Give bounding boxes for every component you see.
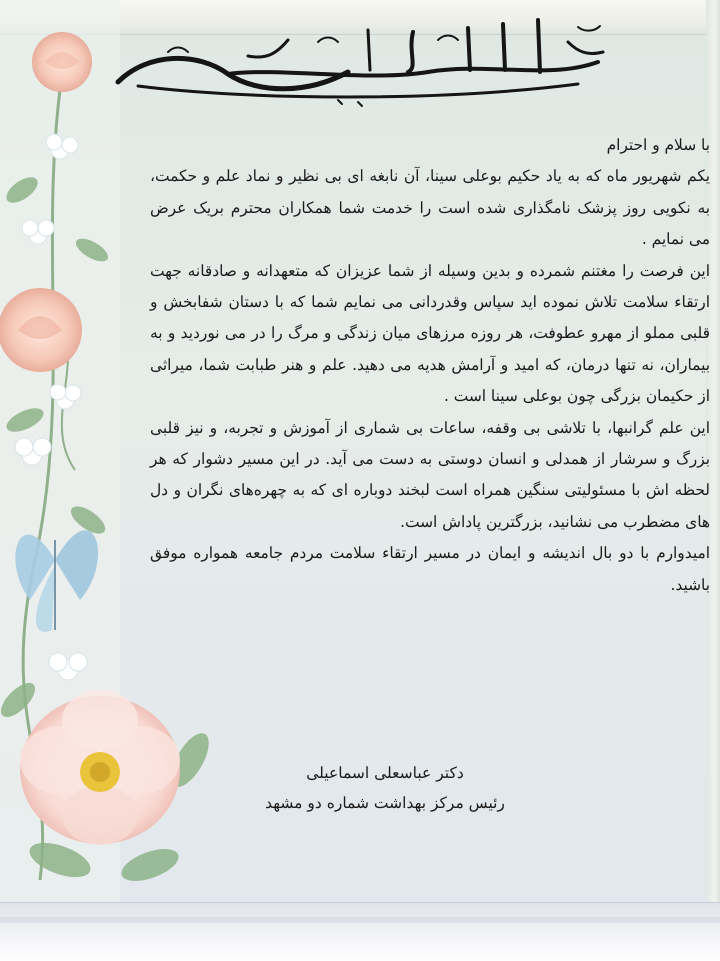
signature-block — [250, 758, 520, 848]
greeting: با سلام و احترام — [606, 136, 710, 154]
bismillah-calligraphy — [108, 12, 618, 108]
paragraph: این علم گرانبها، با تلاشی بی وقفه، ساعات بی شماری از آموزش و تجربه، و نیز قلبی بزرگ و سرشار از همدلی و انسان دوستی به دست می آید. در این مسیر دشوار که هر لحظه اش با مسئولیتی سنگین همراه است لبخند دوباره ای که به چهره‌های نگران و دل های مضطرب می نشانید، بزرگترین پاداش است. — [150, 418, 710, 531]
pink-rose-icon — [0, 288, 82, 372]
pink-rose-icon — [32, 32, 92, 92]
paragraph: یکم شهریور ماه که به یاد حکیم بوعلی سینا، آن نابغه ای بی نظیر و نماد علم و حکمت، به نکویی روز پزشک نامگذاری شده است را خدمت شما همکاران محترم بریک عرض می نمایم . — [150, 167, 710, 249]
signer-title: رئیس مرکز بهداشت شماره دو مشهد — [265, 794, 505, 812]
letter-body — [150, 130, 710, 680]
paragraph: امیدوارم با دو بال اندیشه و ایمان در مسیر ارتقاء سلامت مردم جامعه همواره موفق باشید. — [150, 544, 710, 594]
bottom-border — [0, 902, 720, 961]
paragraph: این فرصت را مغتنم شمرده و بدین وسیله از شما عزیزان که متعهدانه و صادقانه جهت ارتقاء سلامت تلاش نموده اید سپاس وقدردانی می نمایم شما که با دستان شفابخش و قلبی مملو از مهرو عطوفت، هر روزه مرزهای میان زندگی و مرگ را در می نوردید و به بیماران، نه تنها درمان، که امید و آرامش هدیه می دهید. علم و هنر طبابت شما، میراثی از حکیمان بزرگی چون بوعلی سینا است . — [150, 261, 710, 406]
signer-name: دکتر عباسعلی اسماعیلی — [306, 764, 464, 782]
